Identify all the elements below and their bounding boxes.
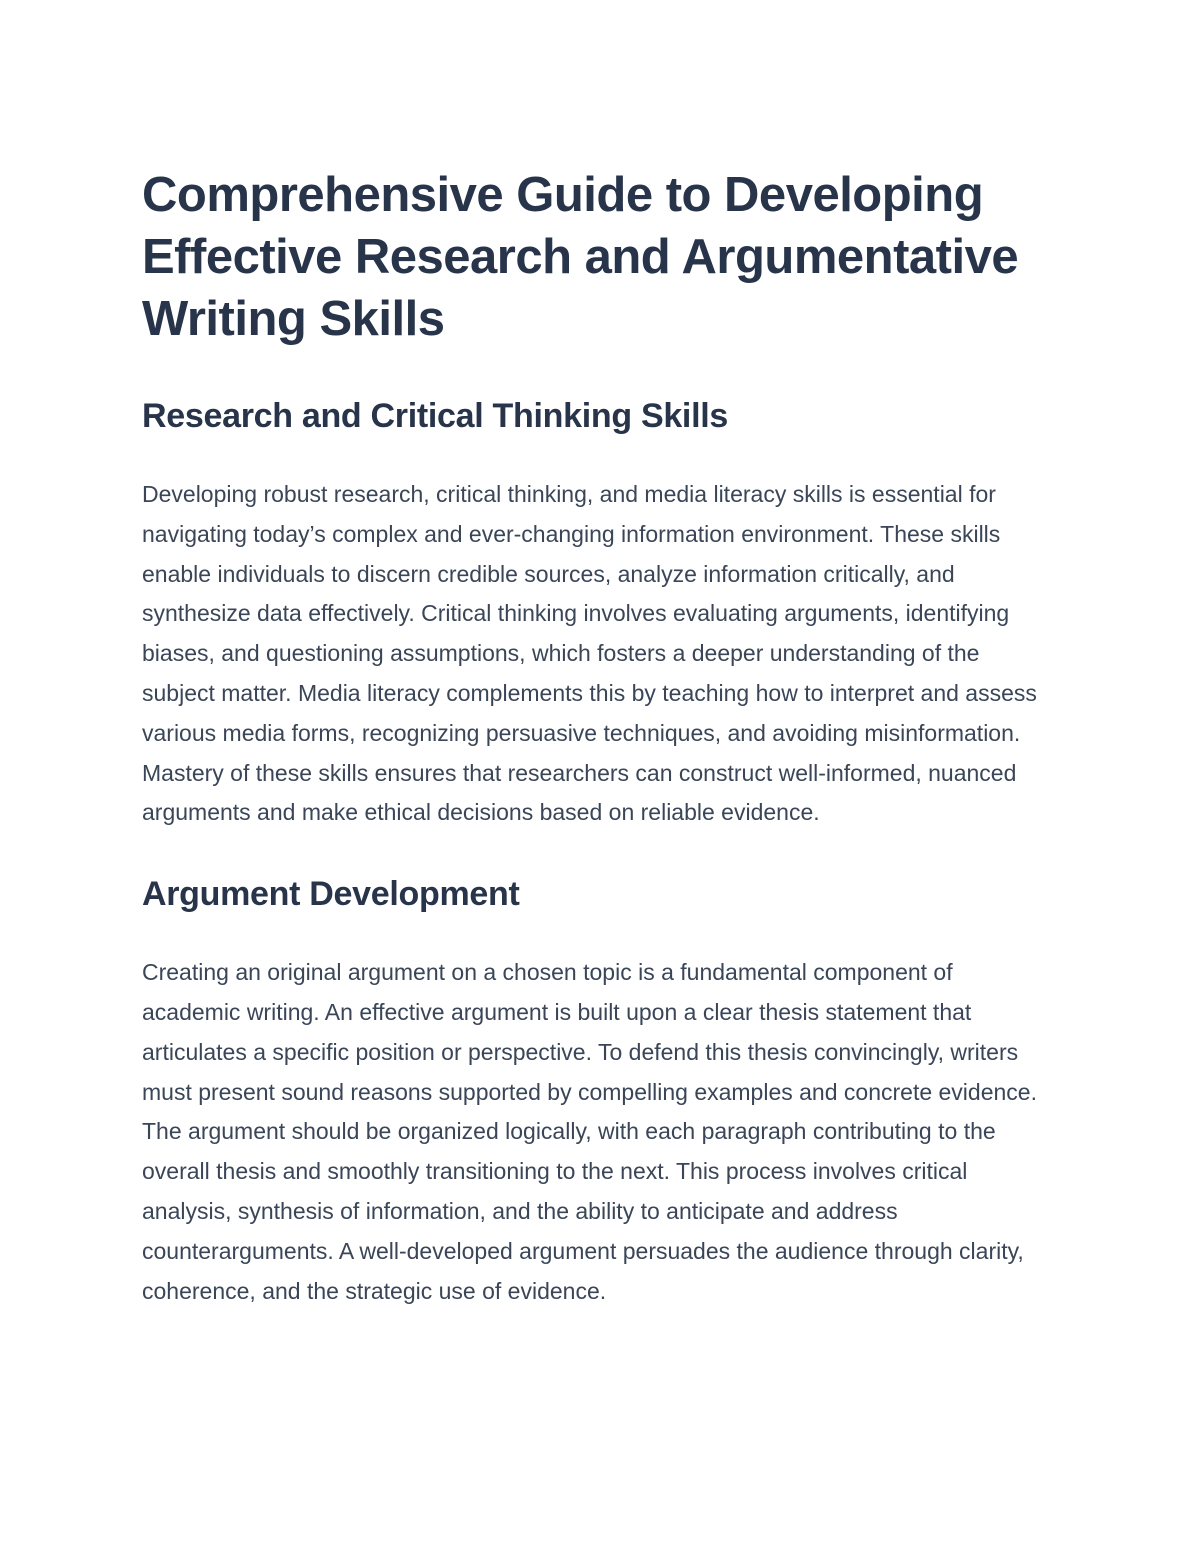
section-heading-argument: Argument Development [142, 875, 520, 914]
document-title: Comprehensive Guide to Developing Effective Research and Argumentative Writing Skills [142, 168, 1019, 346]
section-body-argument: Creating an original argument on a chosen topic is a fundamental component of academic writing. An effective argument is built upon a clear thesis statement that articulates a specific position or perspective. To defend this thesis convincingly, writers must present sound reasons supported by compelling examples and concrete evidence. The argument should be organized logically, with each paragraph contributing to the overall thesis and smoothly transitioning to the next. This process involves critical analysis, synthesis of information, and the ability to anticipate and address counterarguments. A well-developed argument persuades the audience through clarity, coherence, and the strategic use of evidence. [142, 959, 1037, 1304]
section-body-research: Developing robust research, critical thinking, and media literacy skills is essential for navigating today’s complex and ever-changing information environment. These skills enable individuals to discern credible sources, analyze information critically, and synthesize data effectively. Critical thinking involves evaluating arguments, identifying biases, and questioning assumptions, which fosters a deeper understanding of the subject matter. Media literacy complements this by teaching how to interpret and assess various media forms, recognizing persuasive techniques, and avoiding misinformation. Mastery of these skills ensures that researchers can construct well-informed, nuanced arguments and make ethical decisions based on reliable evidence. [142, 481, 1037, 826]
document-page [142, 164, 1054, 1311]
section-heading-research: Research and Critical Thinking Skills [142, 397, 728, 435]
